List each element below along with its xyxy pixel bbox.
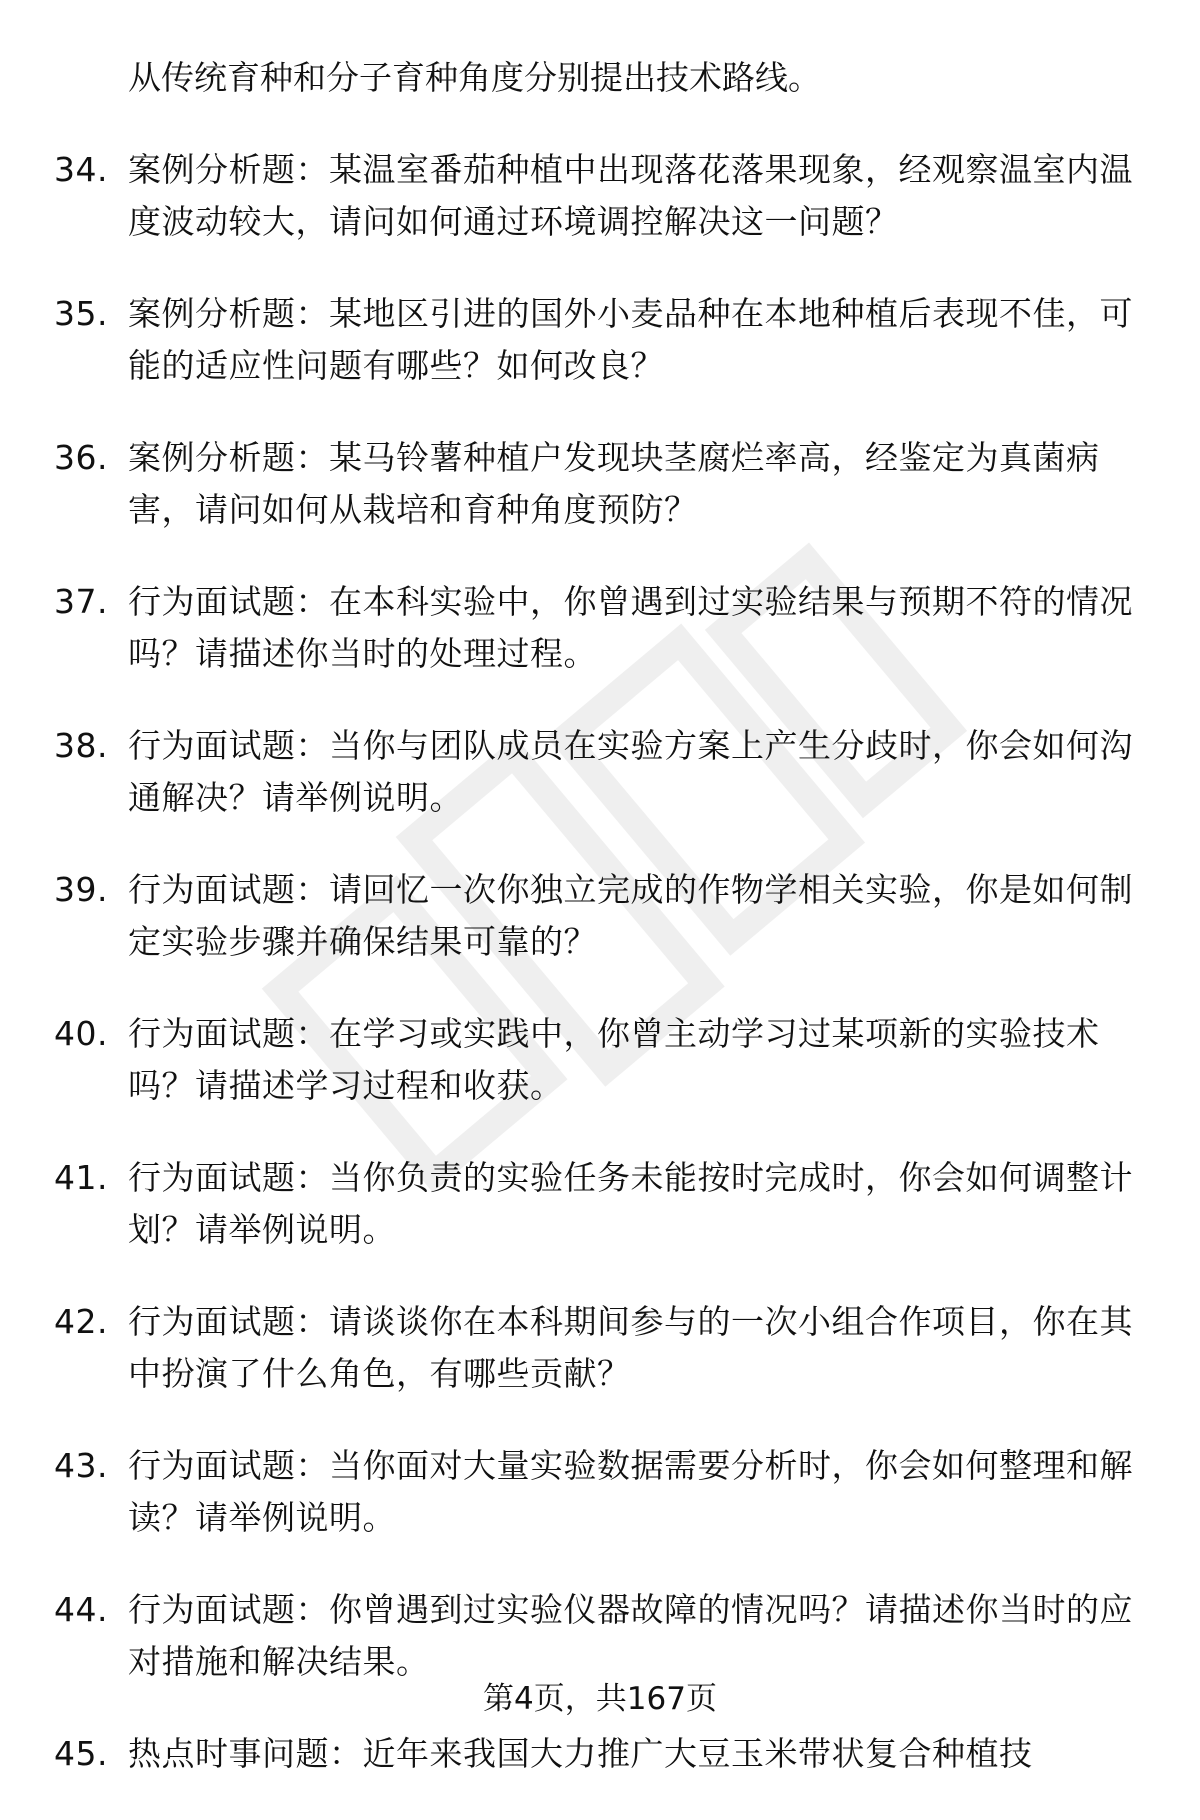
question-number: 45. (54, 1734, 108, 1773)
question-number: 35. (54, 294, 108, 333)
list-item (0, 432, 1200, 536)
list-item (0, 1440, 1200, 1544)
list-item (0, 1152, 1200, 1256)
question-text: 案例分析题：某地区引进的国外小麦品种在本地种植后表现不佳，可能的适应性问题有哪些？如何改良？ (128, 294, 1133, 385)
list-item (0, 1296, 1200, 1400)
list-item (0, 576, 1200, 680)
question-text: 行为面试题：你曾遇到过实验仪器故障的情况吗？请描述你当时的应对措施和解决结果。 (128, 1590, 1133, 1681)
continuation-text: 从传统育种和分子育种角度分别提出技术路线。 (128, 58, 821, 97)
question-text: 行为面试题：在本科实验中，你曾遇到过实验结果与预期不符的情况吗？请描述你当时的处理过程。 (128, 582, 1133, 673)
list-item (0, 1584, 1200, 1688)
list-item (0, 864, 1200, 968)
question-number: 43. (54, 1446, 108, 1485)
question-text: 行为面试题：在学习或实践中，你曾主动学习过某项新的实验技术吗？请描述学习过程和收获。 (128, 1014, 1100, 1105)
question-text: 热点时事问题：近年来我国大力推广大豆玉米带状复合种植技 (128, 1734, 1033, 1773)
question-text: 行为面试题：当你与团队成员在实验方案上产生分歧时，你会如何沟通解决？请举例说明。 (128, 726, 1133, 817)
question-number: 34. (54, 150, 108, 189)
question-text: 案例分析题：某温室番茄种植中出现落花落果现象，经观察温室内温度波动较大，请问如何通过环境调控解决这一问题？ (128, 150, 1133, 241)
question-number: 37. (54, 582, 108, 621)
question-number: 39. (54, 870, 108, 909)
list-item (0, 720, 1200, 824)
question-text: 行为面试题：请谈谈你在本科期间参与的一次小组合作项目，你在其中扮演了什么角色，有哪些贡献？ (128, 1302, 1133, 1393)
question-text: 行为面试题：当你面对大量实验数据需要分析时，你会如何整理和解读？请举例说明。 (128, 1446, 1133, 1537)
list-item (0, 1728, 1200, 1780)
question-list (0, 52, 1200, 1820)
question-number: 38. (54, 726, 108, 765)
list-item (0, 144, 1200, 248)
list-item (0, 1008, 1200, 1112)
page-footer: 第4页，共167页 (483, 1681, 717, 1717)
question-number: 42. (54, 1302, 108, 1341)
question-number: 40. (54, 1014, 108, 1053)
question-text: 案例分析题：某马铃薯种植户发现块茎腐烂率高，经鉴定为真菌病害，请问如何从栽培和育种角度预防？ (128, 438, 1100, 529)
question-number: 36. (54, 438, 108, 477)
list-item (0, 288, 1200, 392)
question-number: 41. (54, 1158, 108, 1197)
question-text: 行为面试题：当你负责的实验任务未能按时完成时，你会如何调整计划？请举例说明。 (128, 1158, 1133, 1249)
question-text: 行为面试题：请回忆一次你独立完成的作物学相关实验，你是如何制定实验步骤并确保结果可靠的？ (128, 870, 1133, 961)
question-number: 44. (54, 1590, 108, 1629)
